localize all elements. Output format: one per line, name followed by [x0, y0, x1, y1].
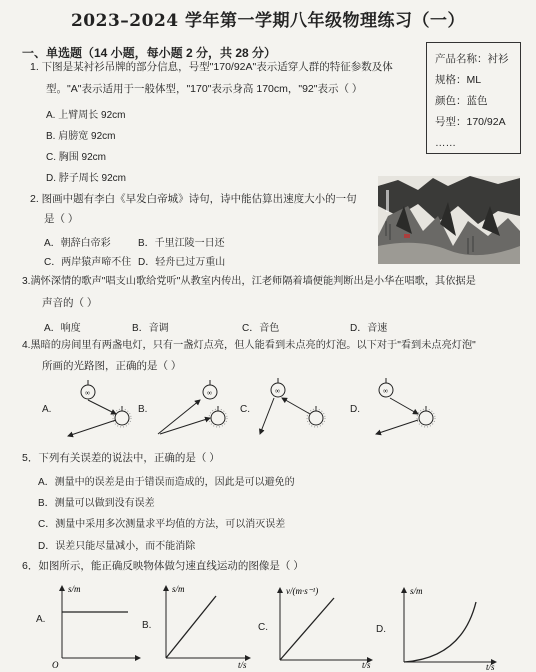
unlit-bulb-icon — [307, 406, 325, 427]
q2-option-c: C．两岸猿声啼不住 — [44, 257, 132, 268]
q5-option-d: D．误差只能尽量减小，而不能消除 — [38, 541, 196, 552]
page-title: 2023–2024 学年第一学期八年级物理练习（一） — [70, 11, 466, 31]
svg-text:∞: ∞ — [85, 389, 90, 397]
axis-y-label: s/m — [410, 586, 423, 596]
tag-more: …… — [435, 137, 456, 149]
q1-stem-line2: 型。"A"表示适用于一般体型，"170"表示身高 170cm，"92"表示（ ） — [46, 83, 363, 95]
axis-y-label: v/(m·s⁻¹) — [286, 586, 319, 596]
q4-label-b: B. — [138, 404, 148, 415]
axis-x-label: t/s — [486, 662, 495, 670]
q4-label-a: A. — [42, 404, 52, 415]
q4-stem-line2: 所画的光路图，正确的是（ ） — [42, 360, 182, 372]
q2-stem-line1: 2. 图画中题有李白《早发白帝城》诗句，诗中能估算出速度大小的一句 — [30, 193, 357, 205]
lit-bulb-icon — [81, 380, 95, 399]
q3-stem-line2: 声音的（ ） — [42, 297, 98, 309]
q4-diagram-b — [150, 378, 235, 440]
origin-label: O — [52, 660, 59, 668]
q6-label-b: B. — [142, 620, 152, 631]
axis-y-label: s/m — [68, 584, 81, 594]
q5-option-c: C．测量中采用多次测量求平均值的方法，可以消灭误差 — [38, 519, 286, 530]
q6-graph-d — [392, 584, 504, 670]
q3-option-c: C．音色 — [242, 323, 280, 334]
q4-diagram-a — [58, 378, 138, 440]
q5-stem: 5．下列有关误差的说法中，正确的是（ ） — [22, 452, 220, 464]
q1-stem-line1: 1. 下图是某衬衫吊牌的部分信息，号型"170/92A"表示适穿人群的特征参数及体 — [30, 61, 393, 73]
q3-option-a: A．响度 — [44, 323, 81, 334]
unlit-bulb-icon — [209, 406, 227, 427]
svg-text:∞: ∞ — [383, 387, 388, 395]
q2-stem-line2: 是（ ） — [44, 213, 79, 225]
lit-bulb-icon — [203, 380, 217, 399]
svg-text:∞: ∞ — [275, 387, 280, 395]
q5-option-a: A．测量中的误差是由于错误而造成的，因此是可以避免的 — [38, 477, 295, 488]
q2-option-d: D．轻舟已过万重山 — [138, 257, 226, 268]
q6-label-a: A. — [36, 614, 46, 625]
q4-diagram-d — [358, 374, 443, 440]
q1-option-d: D. 脖子周长 92cm — [46, 173, 127, 184]
q1-option-c: C. 胸围 92cm — [46, 152, 107, 163]
q4-diagram-c — [250, 374, 335, 440]
q3-option-b: B．音调 — [132, 323, 169, 334]
q6-graph-b — [154, 582, 258, 670]
q5-option-b: B．测量可以做到没有误差 — [38, 498, 155, 509]
lit-bulb-icon — [271, 378, 285, 397]
axis-x-label: t/s — [238, 660, 247, 670]
section-heading: 一、单选题（14 小题，每小题 2 分，共 28 分） — [22, 46, 277, 60]
q2-option-a: A．朝辞白帝彩 — [44, 238, 111, 249]
q6-stem: 6．如图所示，能正确反映物体做匀速直线运动的图像是（ ） — [22, 560, 304, 572]
svg-text:∞: ∞ — [207, 389, 212, 397]
axis-y-label: s/m — [172, 584, 185, 594]
unlit-bulb-icon — [417, 406, 435, 427]
tag-spec: 规格：ML — [435, 74, 482, 86]
q4-label-c: C. — [240, 404, 250, 415]
q4-label-d: D. — [350, 404, 360, 415]
q2-option-b: B．千里江陵一日还 — [138, 238, 225, 249]
unlit-bulb-icon — [113, 406, 131, 427]
ink-landscape-painting — [378, 176, 520, 264]
tag-name: 产品名称：衬衫 — [435, 53, 509, 65]
clothing-tag-box — [426, 42, 521, 154]
tag-model: 号型：170/92A — [435, 116, 506, 128]
q1-option-b: B. 肩膀宽 92cm — [46, 131, 116, 142]
q4-stem-line1: 4.黑暗的房间里有两盏电灯，只有一盏灯点亮，但人能看到未点亮的灯泡。以下对于"看到未点亮灯泡" — [22, 340, 476, 351]
q6-graph-c — [268, 584, 380, 670]
tag-color: 颜色：蓝色 — [435, 95, 488, 107]
q3-option-d: D．音速 — [350, 323, 388, 334]
q6-label-d: D. — [376, 624, 386, 635]
q6-graph-a — [48, 580, 144, 668]
axis-x-label: t/s — [362, 660, 371, 670]
q1-option-a: A. 上臂周长 92cm — [46, 110, 126, 121]
q3-stem-line1: 3.满怀深情的歌声"唱支山歌给党听"从教室内传出，江老师隔着墙便能判断出是小华在唱歌，其依据是 — [22, 276, 476, 287]
lit-bulb-icon — [379, 378, 393, 397]
q6-label-c: C. — [258, 622, 268, 633]
